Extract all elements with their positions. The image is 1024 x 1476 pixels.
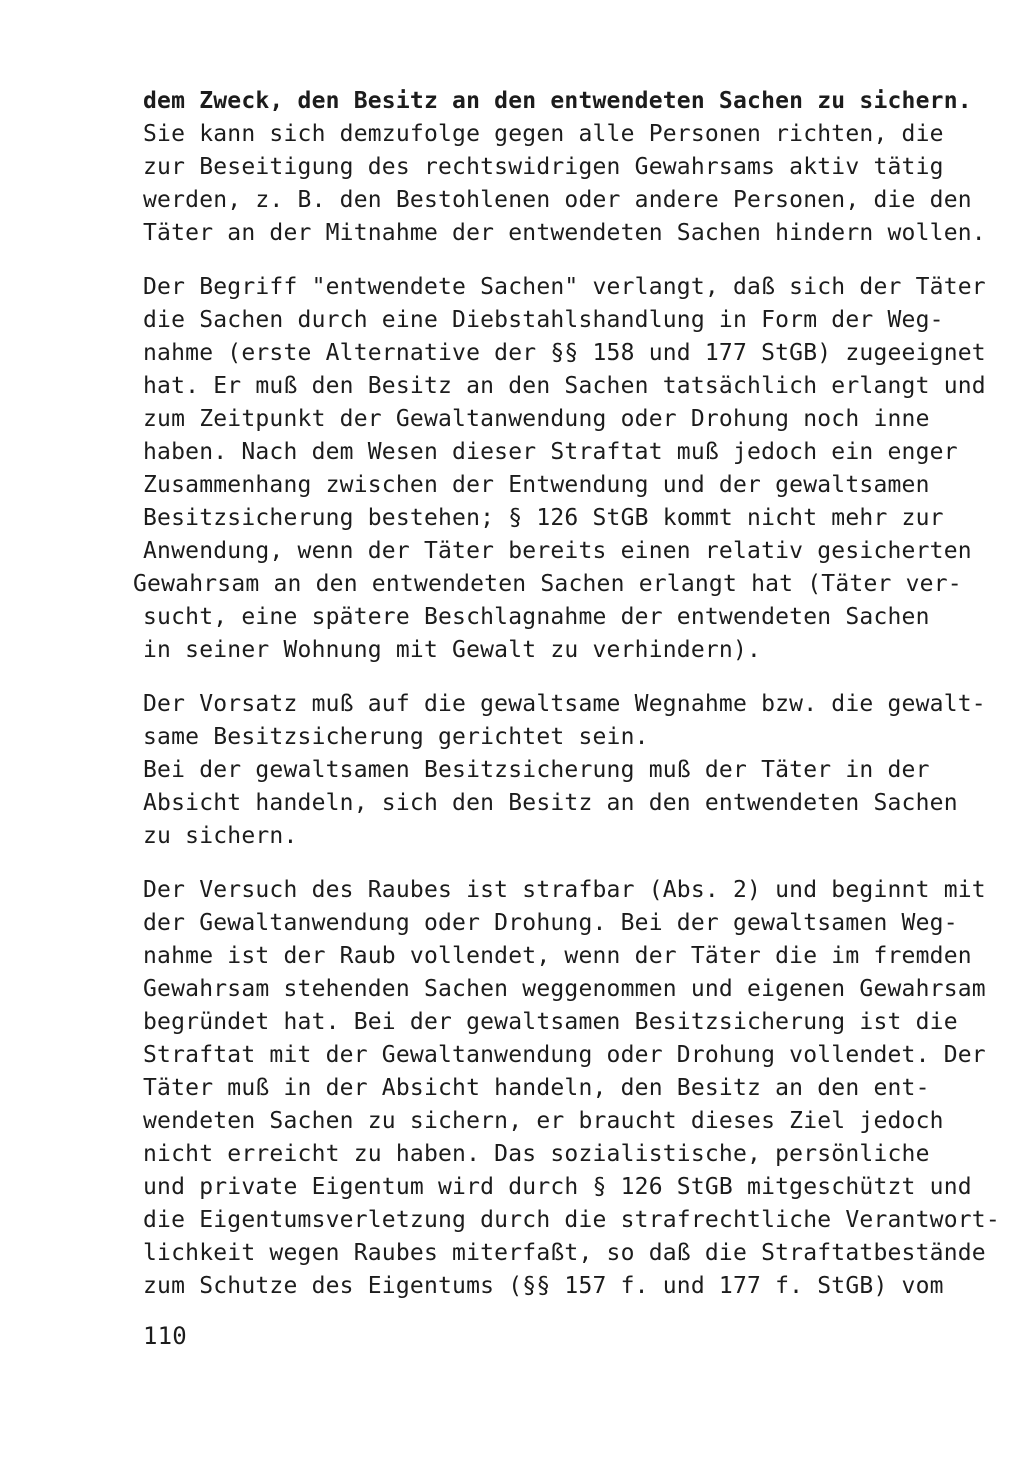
paragraph-1 (143, 85, 986, 250)
text-line: same Besitzsicherung gerichtet sein. (143, 724, 649, 750)
text-line: Besitzsicherung bestehen; § 126 StGB kommt nicht mehr zur (143, 505, 944, 531)
text-line: Täter muß in der Absicht handeln, den Besitz an den ent- (143, 1075, 930, 1101)
text-line: und private Eigentum wird durch § 126 StGB mitgeschützt und (143, 1174, 972, 1200)
text-line: Der Vorsatz muß auf die gewaltsame Wegnahme bzw. die gewalt- (143, 691, 986, 717)
text-line: zum Zeitpunkt der Gewaltanwendung oder Drohung noch inne (143, 406, 930, 432)
text-line: zum Schutze des Eigentums (§§ 157 f. und 177 f. StGB) vom (143, 1273, 944, 1299)
text-line: werden, z. B. den Bestohlenen oder andere Personen, die den (143, 187, 972, 213)
text-line: dem Zweck, den Besitz an den entwendeten Sachen zu sichern. (143, 88, 972, 114)
text-line: nahme (erste Alternative der §§ 158 und 177 StGB) zugeeignet (143, 340, 986, 366)
text-line: Straftat mit der Gewaltanwendung oder Drohung vollendet. Der (143, 1042, 986, 1068)
paragraph-3 (143, 688, 986, 853)
text-line: Gewahrsam an den entwendeten Sachen erlangt hat (Täter ver- (133, 571, 962, 597)
text-line: Zusammenhang zwischen der Entwendung und der gewaltsamen (143, 472, 930, 498)
text-line: nicht erreicht zu haben. Das sozialistische, persönliche (143, 1141, 930, 1167)
page-number: 110 (143, 1322, 187, 1350)
paragraph-4 (143, 874, 1000, 1303)
text-line: Sie kann sich demzufolge gegen alle Personen richten, die (143, 121, 944, 147)
text-line: Der Versuch des Raubes ist strafbar (Abs. 2) und beginnt mit (143, 877, 986, 903)
text-line: Bei der gewaltsamen Besitzsicherung muß der Täter in der (143, 757, 930, 783)
text-line: in seiner Wohnung mit Gewalt zu verhindern). (143, 637, 762, 663)
text-line: begründet hat. Bei der gewaltsamen Besitzsicherung ist die (143, 1009, 958, 1035)
paragraph-2 (133, 271, 986, 667)
text-line: die Sachen durch eine Diebstahlshandlung in Form der Weg- (143, 307, 944, 333)
text-line: wendeten Sachen zu sichern, er braucht dieses Ziel jedoch (143, 1108, 944, 1134)
text-line: die Eigentumsverletzung durch die strafrechtliche Verantwort- (143, 1207, 1000, 1233)
text-line: nahme ist der Raub vollendet, wenn der Täter die im fremden (143, 943, 972, 969)
text-line: haben. Nach dem Wesen dieser Straftat muß jedoch ein enger (143, 439, 958, 465)
text-line: Gewahrsam stehenden Sachen weggenommen und eigenen Gewahrsam (143, 976, 986, 1002)
text-line: der Gewaltanwendung oder Drohung. Bei der gewaltsamen Weg- (143, 910, 958, 936)
text-line: sucht, eine spätere Beschlagnahme der entwendeten Sachen (143, 604, 930, 630)
text-line: zur Beseitigung des rechtswidrigen Gewahrsams aktiv tätig (143, 154, 944, 180)
text-line: Anwendung, wenn der Täter bereits einen relativ gesicherten (143, 538, 972, 564)
text-line: Der Begriff "entwendete Sachen" verlangt, daß sich der Täter (143, 274, 986, 300)
text-line: hat. Er muß den Besitz an den Sachen tatsächlich erlangt und (143, 373, 986, 399)
text-line: zu sichern. (143, 823, 298, 849)
text-line: lichkeit wegen Raubes miterfaßt, so daß die Straftatbestände (143, 1240, 986, 1266)
text-line: Absicht handeln, sich den Besitz an den entwendeten Sachen (143, 790, 958, 816)
text-line: Täter an der Mitnahme der entwendeten Sachen hindern wollen. (143, 220, 986, 246)
